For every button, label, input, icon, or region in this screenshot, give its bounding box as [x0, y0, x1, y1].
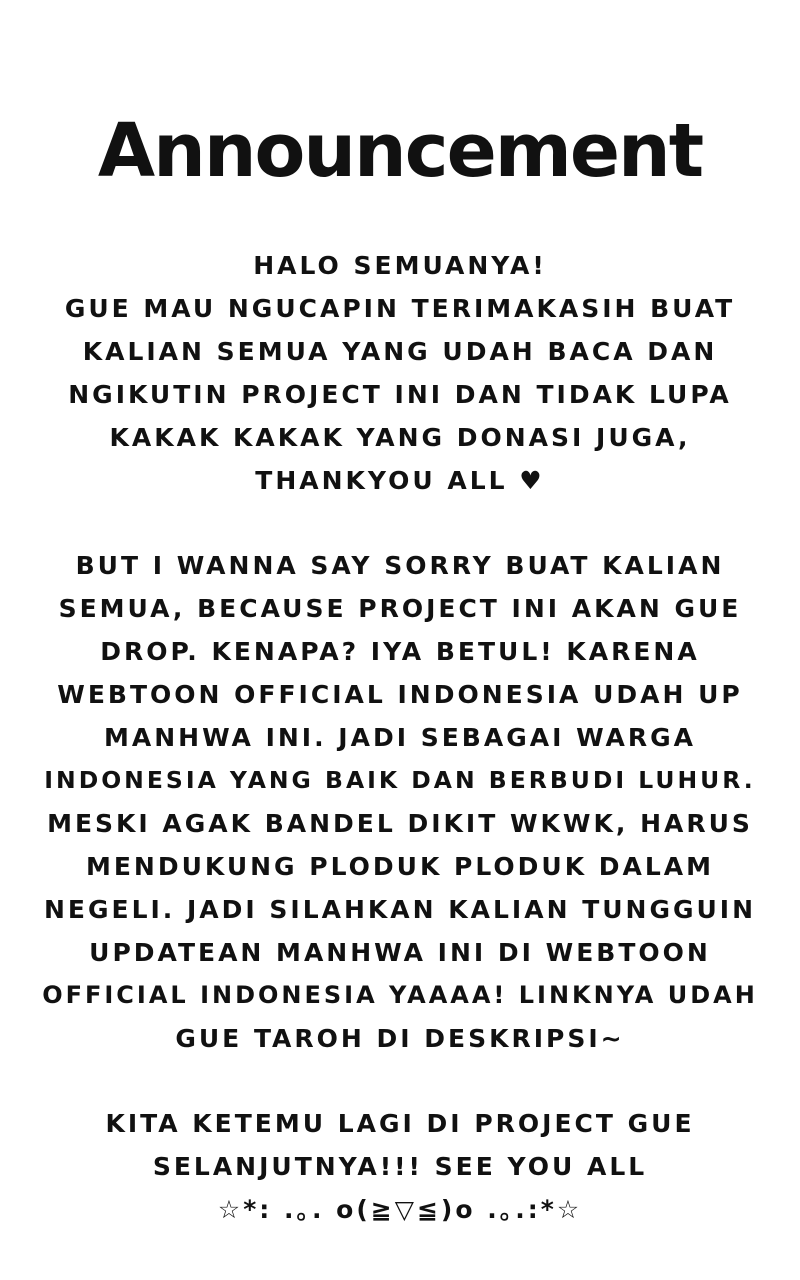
- announcement-paragraph-farewell: [40, 1102, 760, 1231]
- kaomoji-line: ☆*: .｡. o(≧▽≦)o .｡.:*☆: [217, 1195, 583, 1224]
- announcement-title: Announcement: [97, 108, 703, 194]
- text-line: UPDATEAN MANHWA INI DI WEBTOON: [89, 938, 711, 967]
- text-line: MESKI AGAK BANDEL DIKIT WKWK, HARUS: [47, 809, 753, 838]
- announcement-paragraph-drop: [40, 544, 760, 1060]
- text-line: THANKYOU ALL ♥: [255, 466, 545, 495]
- text-line: MANHWA INI. JADI SEBAGAI WARGA: [104, 723, 696, 752]
- text-line: WEBTOON OFFICIAL INDONESIA UDAH UP: [57, 680, 743, 709]
- text-line: INDONESIA YANG BAIK DAN BERBUDI LUHUR.: [44, 766, 756, 794]
- text-line: HALO SEMUANYA!: [253, 251, 547, 280]
- text-line: NEGELI. JADI SILAHKAN KALIAN TUNGGUIN: [43, 895, 757, 924]
- text-line: SEMUA, BECAUSE PROJECT INI AKAN GUE: [58, 594, 742, 623]
- text-line: SELANJUTNYA!!! SEE YOU ALL: [152, 1152, 648, 1181]
- text-line: KITA KETEMU LAGI DI PROJECT GUE: [105, 1109, 695, 1138]
- text-line: GUE MAU NGUCAPIN TERIMAKASIH BUAT: [64, 294, 736, 323]
- text-line: KAKAK KAKAK YANG DONASI JUGA,: [109, 423, 691, 452]
- text-line: MENDUKUNG PLODUK PLODUK DALAM: [85, 852, 715, 881]
- text-line: KALIAN SEMUA YANG UDAH BACA DAN: [82, 337, 718, 366]
- announcement-paragraph-thanks: [40, 244, 760, 502]
- text-line: GUE TAROH DI DESKRIPSI~: [175, 1024, 625, 1053]
- text-line: NGIKUTIN PROJECT INI DAN TIDAK LUPA: [68, 380, 732, 409]
- text-line: BUT I WANNA SAY SORRY BUAT KALIAN: [75, 551, 725, 580]
- text-line: OFFICIAL INDONESIA YAAAA! LINKNYA UDAH: [42, 981, 758, 1009]
- text-line: DROP. KENAPA? IYA BETUL! KARENA: [100, 637, 700, 666]
